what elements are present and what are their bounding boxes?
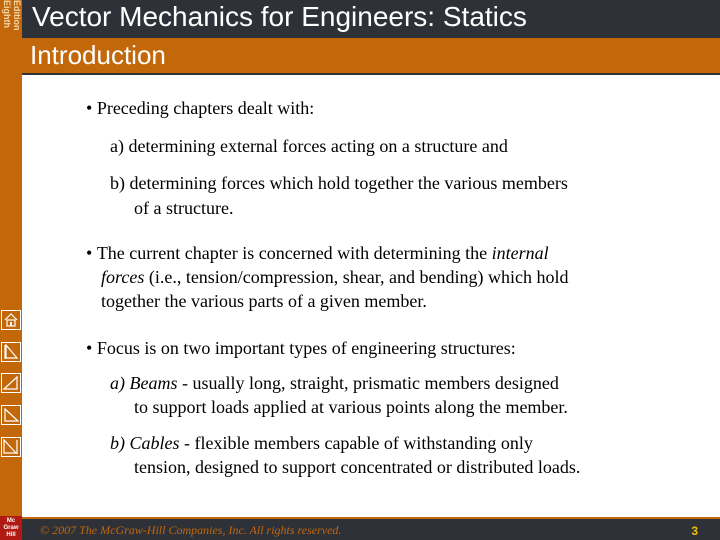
cables-description: - flexible members capable of withstanding only [179,433,533,453]
logo-line-3: Hill [6,532,16,538]
footer-bar [22,517,720,540]
bullet-2-emphasis-internal: internal [491,243,549,263]
sub-item-b-1-line-1: b) determining forces which hold together the various members [110,173,568,193]
bullet-1 [86,96,314,120]
bullet-1-text: Preceding chapters dealt with: [96,98,315,118]
beams-description: - usually long, straight, prismatic members designed [177,373,559,393]
bullet-3 [86,336,516,360]
sub-item-b-2-line-1 [110,431,533,455]
beams-term: a) Beams [110,373,178,393]
book-title: Vector Mechanics for Engineers: Statics [32,1,527,32]
footer-divider [22,517,720,519]
bullet-dot: • [86,243,97,263]
sub-item-a-2-line-2: to support loads applied at various points along the member. [134,397,568,417]
bullet-2-text-start: The current chapter is concerned with determining the [96,243,492,263]
bullet-dot: • [86,338,97,358]
sub-item-b-1-line-2: of a structure. [134,198,234,218]
sub-item-b-2-line-2: tension, designed to support concentrated or distributed loads. [134,457,581,477]
bullet-2-line-3: together the various parts of a given member. [101,291,427,311]
sub-item-a-2-line-1 [110,371,559,395]
bullet-2-text-mid: (i.e., tension/compression, shear, and bending) which hold [144,267,569,287]
copyright-text: © 2007 The McGraw-Hill Companies, Inc. All rights reserved. [40,523,342,537]
edition-line-2: Edition [12,0,22,31]
logo-line-1: Mc [6,518,16,524]
page-number: 3 [691,524,698,538]
edition-line-1: Eighth [2,0,12,28]
cables-term: b) Cables [110,433,180,453]
section-title: Introduction [30,40,166,70]
bullet-2-line-1 [86,241,549,265]
sub-item-a-1: a) determining external forces acting on a structure and [110,136,508,156]
bullet-2-emphasis-forces: forces [101,267,145,287]
bullet-3-text: Focus is on two important types of engineering structures: [96,338,516,358]
bullet-2-line-2 [101,265,569,289]
bullet-dot: • [86,98,97,118]
logo-line-2: Graw [3,525,19,531]
